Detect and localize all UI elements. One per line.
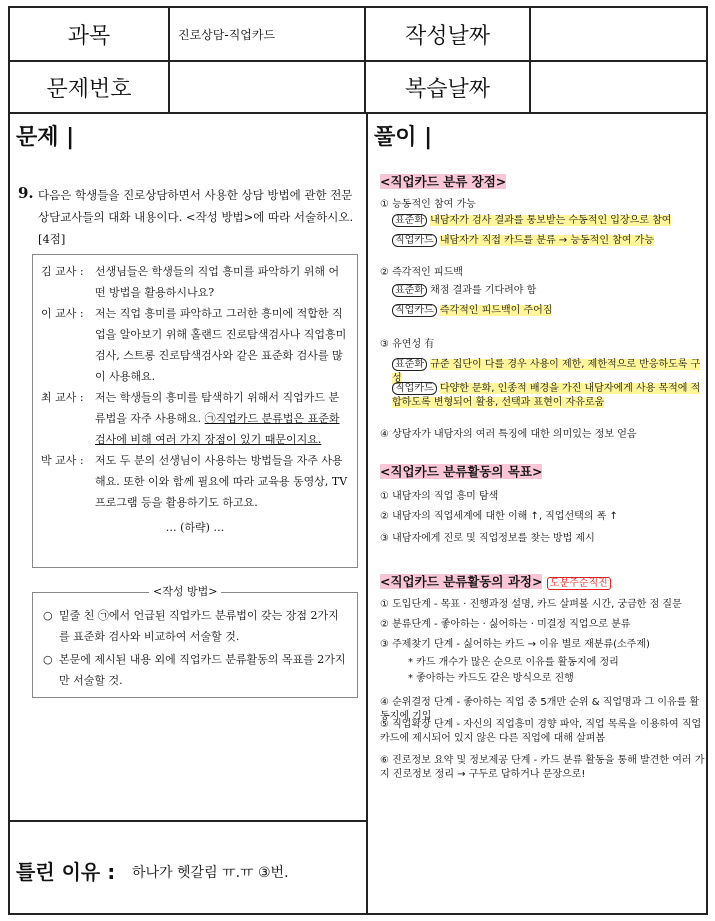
advantage-2-standard [392,284,704,298]
advantage-1-card [392,234,704,248]
card-badge: 직업카드 [392,382,437,395]
section-goals-title [380,462,542,480]
problem-pane [10,114,366,915]
section-title-text: <직업카드 분류 장점> [380,174,507,189]
question-number: 9. [18,184,34,202]
solution-pane [368,114,710,915]
speaker: 최 교사 : [41,391,84,404]
method-item [43,649,347,691]
process-step-3-note: * 카드 개수가 많은 순으로 이유를 활동지에 정리 [408,657,619,668]
underlined-speech: ㉠직업카드 분류법은 표준화 검사에 비해 여러 가지 장점이 있기 때문이지요. [95,412,340,446]
method-item [43,605,347,647]
written-date-label: 작성날짜 [366,8,531,60]
question-number-value [170,62,366,112]
process-step-1: ① 도입단계 - 목표 · 진행과정 설명, 카드 살펴볼 시간, 궁금한 점 질문 [380,599,682,610]
section-title-text: <직업카드 분류활동의 과정> [380,574,543,589]
advantage-2: ② 즉각적인 피드백 [380,267,463,278]
speech: 저는 학생들의 흥미를 탐색하기 위해서 직업카드 분류법을 자주 사용해요. [95,391,340,425]
note-text: 즉각적인 피드백이 주어짐 [439,305,553,316]
question-number-label: 문제번호 [10,62,170,112]
circle-bullet-icon: ○ [43,609,53,622]
speech-container [95,387,349,450]
advantage-3-card [392,382,704,410]
method-title: <작성 방법> [149,584,221,600]
mnemonic-badge: 도분주순직진 [547,577,611,590]
speaker: 이 교사 : [41,307,84,320]
note-text: 다양한 문화, 인종적 배경을 가진 내담자에게 사용 목적에 적합하도록 변형되어 활용, 선택과 표현이 자유로움 [392,383,701,408]
review-date-label: 복습날짜 [366,62,531,112]
speech: 저는 직업 흥미를 파악하고 그러한 흥미에 적합한 직업을 알아보기 위해 홀랜드 진로탐색검사나 직업흥미검사, 스트롱 진로탐색검사와 같은 표준화 검사를 많이 사용해요. [95,307,347,383]
omitted-text: … (하략) … [165,521,225,534]
question-text: 다음은 학생들을 진로상담하면서 사용한 상담 방법에 관한 전문상담교사들의 대화 내용이다. <작성 방법>에 따라 서술하시오. [4점] [38,188,354,246]
written-date-value [531,8,710,60]
process-step-5: ⑤ 직업확장 단계 - 자신의 직업흥미 경향 파악, 직업 목록을 이용하여 직업카드에 제시되어 있지 않은 다른 직업에 대해 살펴봄 [380,719,702,744]
advantage-2-card [392,304,704,318]
speech: 선생님들은 학생들의 직업 흥미를 파악하기 위해 어떤 방법을 활용하시나요? [95,265,340,299]
reason-divider [10,820,366,822]
card-badge: 직업카드 [392,234,437,247]
card-badge: 직업카드 [392,304,437,317]
standard-badge: 표준화 [392,358,427,371]
process-step-6: ⑥ 진로정보 요약 및 정보제공 단계 - 카드 분류 활동을 통해 발견한 여러 가지 진로정보 정리 → 구두로 답하거나 문장으로! [380,755,705,780]
goal-3: ③ 내담자에게 진로 및 직업정보를 찾는 방법 제시 [380,533,595,544]
process-step-4: ④ 순위결정 단계 - 좋아하는 직업 중 5개만 순위 & 직업명과 그 이유를 활동지에 기입 [380,697,700,722]
dialog-line [41,387,349,450]
advantage-3: ③ 유연성 有 [380,339,435,350]
speaker: 김 교사 : [41,265,84,278]
solution-title: 풀이 | [374,125,433,150]
advantage-1-standard [392,214,704,228]
standard-badge: 표준화 [392,214,427,227]
note-text: 내담자가 직접 카드를 분류 → 능동적인 참여 가능 [439,235,654,246]
dialog-line [41,261,349,303]
standard-badge: 표준화 [392,284,427,297]
subject-label: 과목 [10,8,170,60]
header-row-2 [10,62,706,114]
review-date-value [531,62,710,112]
worksheet [8,6,708,915]
dialog-line [41,450,349,513]
method-item-text: 밑줄 친 ㉠에서 언급된 직업카드 분류법이 갖는 장점 2가지를 표준화 검사와 비교하여 서술할 것. [59,609,339,643]
note-text: 내담자가 검사 결과를 통보받는 수동적인 입장으로 참여 [430,215,672,226]
wrong-reason-text: 하나가 헷갈림 ㅠ.ㅠ ③번. [132,865,289,881]
process-step-2: ② 분류단계 - 좋아하는 · 싫어하는 · 미결정 직업으로 분류 [380,619,631,630]
section-title-text: <직업카드 분류활동의 목표> [380,464,543,479]
note-text: 규준 집단이 다를 경우 사용이 제한, 제한적으로 반응하도록 구성 [392,359,701,384]
advantage-1: ① 능동적인 참여 가능 [380,199,476,210]
advantage-4: ④ 상담자가 내담자의 여러 특징에 대한 의미있는 정보 얻음 [380,429,637,440]
process-step-3-note: * 좋아하는 카드도 같은 방식으로 진행 [408,673,574,684]
method-item-text: 본문에 제시된 내용 외에 직업카드 분류활동의 목표를 2가지만 서술할 것. [59,653,346,687]
section-process-title [380,572,611,590]
dialog-line [41,303,349,387]
speech: 저도 두 분의 선생님이 사용하는 방법들을 자주 사용해요. 또한 이와 함께 필요에 따라 교육용 동영상, TV프로그램 등을 활용하기도 하고요. [95,454,348,509]
dialog-box [32,254,358,568]
method-box [32,585,358,698]
goal-2: ② 내담자의 직업세계에 대한 이해 ↑, 직업선택의 폭 ↑ [380,511,618,522]
problem-title: 문제 | [16,125,75,150]
subject-value: 진로상담-직업카드 [170,8,366,60]
note-text: 채점 결과를 기다려야 함 [430,285,537,296]
section-advantages-title [380,172,506,190]
header-row-1 [10,8,706,62]
circle-bullet-icon: ○ [43,653,53,666]
wrong-reason-label: 틀린 이유 : [16,860,116,884]
speaker: 박 교사 : [41,454,84,467]
goal-1: ① 내담자의 직업 흥미 탐색 [380,491,499,502]
process-step-3: ③ 주제찾기 단계 - 싫어하는 카드 → 이유 별로 재분류(소주제) [380,639,650,650]
